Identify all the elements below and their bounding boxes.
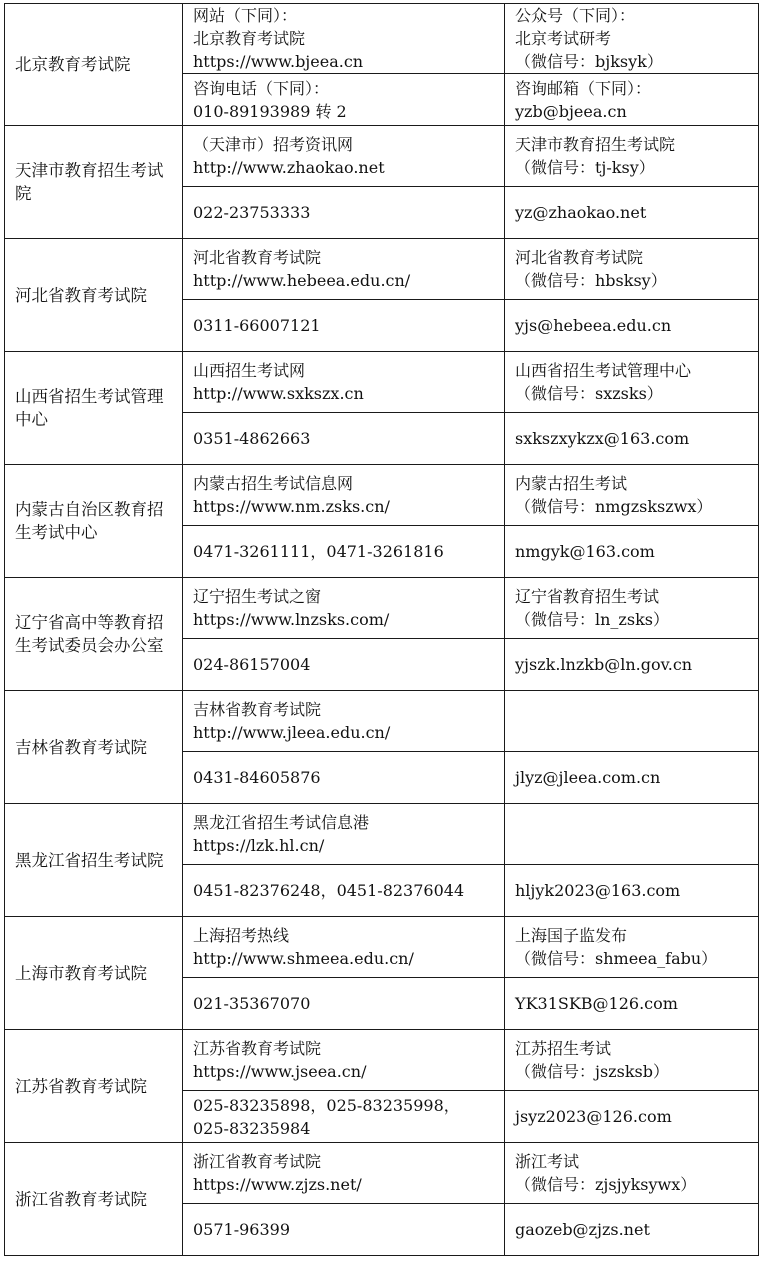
email-cell-line: nmgyk@163.com bbox=[515, 542, 655, 561]
email-cell bbox=[505, 1091, 759, 1143]
phone-cell-line: 0311-66007121 bbox=[193, 316, 321, 335]
website-cell-line: 江苏省教育考试院 bbox=[193, 1039, 322, 1058]
wechat-account-cell bbox=[505, 578, 759, 639]
phone-cell-line: 0451-82376248，0451-82376044 bbox=[193, 881, 465, 900]
website-cell-line: 辽宁招生考试之窗 bbox=[193, 587, 322, 606]
table-row bbox=[5, 804, 759, 865]
website-cell-line: http://www.jleea.edu.cn/ bbox=[193, 723, 391, 742]
table-row bbox=[5, 4, 759, 74]
email-cell-line: yzb@bjeea.cn bbox=[515, 101, 627, 121]
wechat-account-cell bbox=[505, 352, 759, 413]
website-cell-line: http://www.sxkszx.cn bbox=[193, 384, 364, 403]
phone-cell bbox=[183, 752, 505, 804]
website-cell-line: http://www.zhaokao.net bbox=[193, 158, 385, 177]
wechat-account-cell-line: 上海国子监发布 bbox=[515, 926, 628, 945]
wechat-account-cell-line: （微信号：zjsjyksywx） bbox=[515, 1175, 697, 1194]
admissions-contact-table bbox=[4, 3, 759, 1256]
phone-cell-line: 0351-4862663 bbox=[193, 429, 311, 448]
wechat-account-cell-line: （微信号：nmgzskszwx） bbox=[515, 497, 713, 516]
phone-cell bbox=[183, 413, 505, 465]
phone-cell bbox=[183, 1204, 505, 1256]
email-cell bbox=[505, 74, 759, 126]
institution-name: 上海市教育考试院 bbox=[5, 917, 183, 1030]
institution-name: 辽宁省高中等教育招生考试委员会办公室 bbox=[5, 578, 183, 691]
email-cell-line: sxkszxykzx@163.com bbox=[515, 429, 690, 448]
phone-cell bbox=[183, 865, 505, 917]
institution-name: 吉林省教育考试院 bbox=[5, 691, 183, 804]
phone-cell-line: 022-23753333 bbox=[193, 203, 311, 222]
table-row bbox=[5, 691, 759, 752]
phone-cell-line: 0471-3261111，0471-3261816 bbox=[193, 542, 444, 561]
website-cell bbox=[183, 691, 505, 752]
website-cell-line: 河北省教育考试院 bbox=[193, 248, 322, 267]
email-cell bbox=[505, 187, 759, 239]
phone-cell bbox=[183, 639, 505, 691]
email-cell-line: jsyz2023@126.com bbox=[515, 1107, 672, 1126]
phone-cell bbox=[183, 526, 505, 578]
phone-cell bbox=[183, 1091, 505, 1143]
website-cell-line: 山西招生考试网 bbox=[193, 361, 306, 380]
email-cell-line: gaozeb@zjzs.net bbox=[515, 1220, 650, 1239]
phone-cell bbox=[183, 300, 505, 352]
phone-cell-line: 025-83235898，025-83235998， bbox=[193, 1095, 460, 1115]
table-row bbox=[5, 352, 759, 413]
website-cell-line: http://www.hebeea.edu.cn/ bbox=[193, 271, 411, 290]
table-row bbox=[5, 1030, 759, 1091]
phone-cell-line: 0571-96399 bbox=[193, 1220, 291, 1239]
website-cell-line: 黑龙江省招生考试信息港 bbox=[193, 813, 370, 832]
website-cell-line: https://www.bjeea.cn bbox=[193, 52, 364, 71]
wechat-account-cell-line: 北京考试研考 bbox=[515, 29, 612, 48]
wechat-account-cell-line: 江苏招生考试 bbox=[515, 1039, 612, 1058]
table-row bbox=[5, 917, 759, 978]
website-cell-line: 内蒙古招生考试信息网 bbox=[193, 474, 354, 493]
wechat-account-cell-line: （微信号：tj-ksy） bbox=[515, 158, 655, 177]
website-cell-line: https://www.zjzs.net/ bbox=[193, 1175, 362, 1194]
wechat-account-cell-line: 浙江考试 bbox=[515, 1152, 580, 1171]
wechat-account-cell-line: （微信号：jszsksb） bbox=[515, 1062, 669, 1081]
phone-cell-line: 021-35367070 bbox=[193, 994, 311, 1013]
institution-name: 浙江省教育考试院 bbox=[5, 1143, 183, 1256]
email-cell-line: YK31SKB@126.com bbox=[515, 994, 678, 1013]
website-cell-line: https://lzk.hl.cn/ bbox=[193, 836, 325, 855]
table-row bbox=[5, 578, 759, 639]
website-cell-line: https://www.jseea.cn/ bbox=[193, 1062, 367, 1081]
institution-name: 黑龙江省招生考试院 bbox=[5, 804, 183, 917]
phone-cell-line: 010-89193989 转 2 bbox=[193, 101, 347, 121]
wechat-account-cell bbox=[505, 1030, 759, 1091]
phone-cell-line: 025-83235984 bbox=[193, 1118, 311, 1138]
phone-cell bbox=[183, 978, 505, 1030]
phone-cell-line: 024-86157004 bbox=[193, 655, 311, 674]
phone-cell-line: 0431-84605876 bbox=[193, 768, 321, 787]
email-cell bbox=[505, 1204, 759, 1256]
wechat-account-cell-line: 天津市教育招生考试院 bbox=[515, 135, 676, 154]
email-cell-line: jlyz@jleea.com.cn bbox=[515, 768, 661, 787]
website-cell bbox=[183, 239, 505, 300]
website-cell bbox=[183, 352, 505, 413]
website-cell-line: http://www.shmeea.edu.cn/ bbox=[193, 949, 414, 968]
wechat-account-cell-line: 山西省招生考试管理中心 bbox=[515, 361, 692, 380]
website-cell bbox=[183, 1030, 505, 1091]
wechat-account-cell bbox=[505, 691, 759, 752]
phone-cell-line: 咨询电话（下同）： bbox=[193, 78, 330, 98]
website-cell bbox=[183, 917, 505, 978]
institution-name: 山西省招生考试管理中心 bbox=[5, 352, 183, 465]
website-cell bbox=[183, 126, 505, 187]
email-cell-line: yjs@hebeea.edu.cn bbox=[515, 316, 672, 335]
email-cell bbox=[505, 752, 759, 804]
table-row bbox=[5, 465, 759, 526]
email-cell bbox=[505, 413, 759, 465]
table-row bbox=[5, 239, 759, 300]
email-cell bbox=[505, 978, 759, 1030]
website-cell-line: 浙江省教育考试院 bbox=[193, 1152, 322, 1171]
wechat-account-cell-line: （微信号：shmeea_fabu） bbox=[515, 949, 718, 968]
email-cell bbox=[505, 300, 759, 352]
institution-name: 江苏省教育考试院 bbox=[5, 1030, 183, 1143]
website-cell bbox=[183, 578, 505, 639]
institution-name: 北京教育考试院 bbox=[5, 4, 183, 126]
phone-cell bbox=[183, 187, 505, 239]
website-cell-line: https://www.lnzsks.com/ bbox=[193, 610, 390, 629]
website-cell bbox=[183, 804, 505, 865]
wechat-account-cell-line: 辽宁省教育招生考试 bbox=[515, 587, 660, 606]
website-cell-line: https://www.nm.zsks.cn/ bbox=[193, 497, 390, 516]
email-cell-line: yjszk.lnzkb@ln.gov.cn bbox=[515, 655, 693, 674]
website-cell bbox=[183, 1143, 505, 1204]
wechat-account-cell-line: （微信号：ln_zsks） bbox=[515, 610, 669, 629]
website-cell-line: （天津市）招考资讯网 bbox=[193, 135, 354, 154]
wechat-account-cell-line: 公众号（下同）： bbox=[515, 6, 636, 25]
wechat-account-cell-line: 河北省教育考试院 bbox=[515, 248, 644, 267]
wechat-account-cell bbox=[505, 1143, 759, 1204]
institution-name: 天津市教育招生考试院 bbox=[5, 126, 183, 239]
website-cell-line: 北京教育考试院 bbox=[193, 29, 306, 48]
wechat-account-cell bbox=[505, 917, 759, 978]
wechat-account-cell bbox=[505, 239, 759, 300]
table-row bbox=[5, 1143, 759, 1204]
email-cell bbox=[505, 639, 759, 691]
institution-name: 河北省教育考试院 bbox=[5, 239, 183, 352]
wechat-account-cell-line: （微信号：sxzsks） bbox=[515, 384, 663, 403]
table-row bbox=[5, 126, 759, 187]
wechat-account-cell bbox=[505, 126, 759, 187]
wechat-account-cell-line: （微信号：hbsksy） bbox=[515, 271, 667, 290]
wechat-account-cell bbox=[505, 465, 759, 526]
website-cell-line: 网站（下同）： bbox=[193, 6, 298, 25]
phone-cell bbox=[183, 74, 505, 126]
email-cell bbox=[505, 526, 759, 578]
wechat-account-cell-line: （微信号：bjksyk） bbox=[515, 52, 663, 71]
institution-name: 内蒙古自治区教育招生考试中心 bbox=[5, 465, 183, 578]
website-cell-line: 吉林省教育考试院 bbox=[193, 700, 322, 719]
wechat-account-cell-line: 内蒙古招生考试 bbox=[515, 474, 628, 493]
wechat-account-cell bbox=[505, 4, 759, 74]
website-cell bbox=[183, 4, 505, 74]
email-cell-line: yz@zhaokao.net bbox=[515, 203, 647, 222]
wechat-account-cell bbox=[505, 804, 759, 865]
website-cell-line: 上海招考热线 bbox=[193, 926, 290, 945]
table-body bbox=[5, 4, 759, 1256]
email-cell-line: hljyk2023@163.com bbox=[515, 881, 681, 900]
email-cell bbox=[505, 865, 759, 917]
website-cell bbox=[183, 465, 505, 526]
email-cell-line: 咨询邮箱（下同）： bbox=[515, 78, 652, 98]
